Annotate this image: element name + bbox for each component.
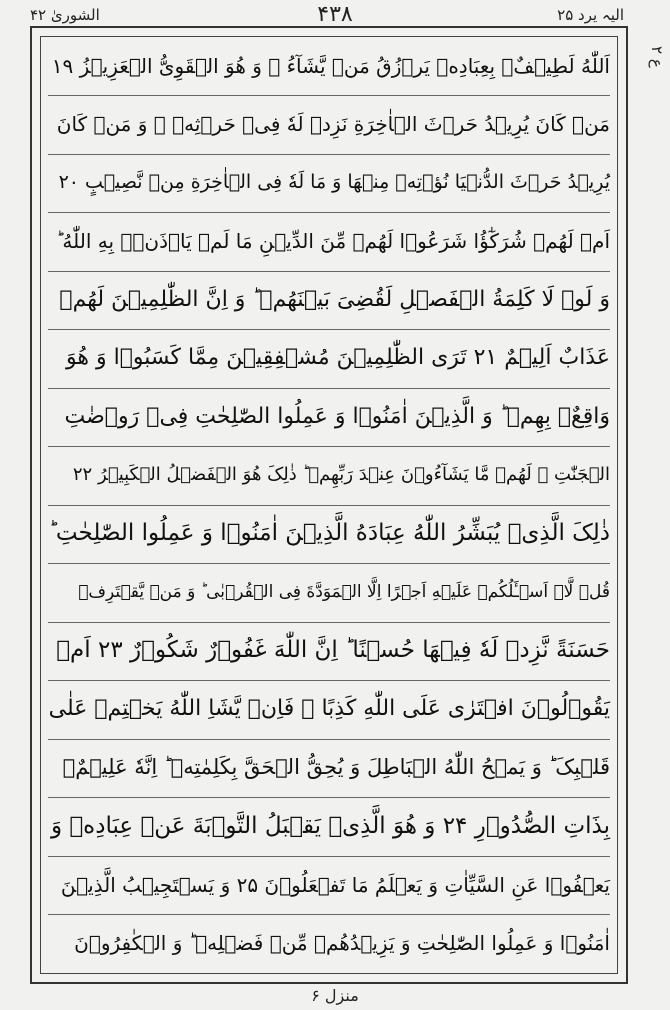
- text-line: [48, 36, 610, 96]
- text-line: [48, 387, 610, 447]
- verse-text: اٰمَنُوۡا وَ عَمِلُوا الصّٰلِحٰتِ وَ یَزِیۡدُهُمۡ مِّنۡ فَضۡلِهٖ ؕ وَ الۡکٰفِرُوۡنَ: [74, 931, 610, 955]
- verse-text: حَسَنَةً نَّزِدۡ لَهٗ فِیۡهَا حُسۡنًا ؕ اِنَّ اللّٰهَ غَفُوۡرٌ شَکُوۡرٌ ۲۳ اَمۡ: [56, 637, 610, 663]
- verse-text: مَنۡ کَانَ یُرِیۡدُ حَرۡثَ الۡاٰخِرَةِ نَزِدۡ لَهٗ فِیۡ حَرۡثِهٖ ۚ وَ مَنۡ کَانَ: [56, 112, 610, 136]
- text-line: [48, 153, 610, 213]
- text-line: [48, 212, 610, 272]
- text-line: [48, 446, 610, 506]
- text-line: [48, 680, 610, 740]
- verse-text: یَعۡفُوۡا عَنِ السَّیِّاٰتِ وَ یَعۡلَمُ مَا تَفۡعَلُوۡنَ ۲۵ وَ یَسۡتَجِیۡبُ الَّذِیۡنَ: [60, 872, 610, 897]
- ruku-marker: ع ۲: [648, 46, 666, 68]
- verse-text: وَ لَوۡ لَا کَلِمَةُ الۡفَصۡلِ لَقُضِیَ بَیۡنَهُمۡ ؕ وَ اِنَّ الظّٰلِمِیۡنَ لَهُمۡ: [59, 286, 610, 312]
- verse-text: وَاقِعٌۢ بِهِمۡ ؕ وَ الَّذِیۡنَ اٰمَنُوۡا وَ عَمِلُوا الصّٰلِحٰتِ فِیۡ رَوۡضٰتِ: [64, 403, 610, 429]
- verse-text: عَذَابٌ اَلِیۡمٌ ۲۱ تَرَی الظّٰلِمِیۡنَ مُشۡفِقِیۡنَ مِمَّا کَسَبُوۡا وَ هُوَ: [66, 345, 610, 370]
- text-line: [48, 270, 610, 330]
- surah-title: الشوریٰ ۴۲: [30, 6, 100, 24]
- text-line: [48, 563, 610, 623]
- verse-text: قُلۡ لَّاۤ اَسۡـَٔلُکُمۡ عَلَیۡهِ اَجۡرًا اِلَّا الۡمَوَدَّةَ فِی الۡقُرۡبٰی ؕ وَ مَنۡ یَّقۡتَرِفۡ: [78, 581, 610, 602]
- text-line: [48, 329, 610, 389]
- text-line: [48, 797, 610, 857]
- text-line: [48, 914, 610, 973]
- manzil-label: منزل ۶: [311, 986, 359, 1005]
- verse-text: قَلۡبِکَ ؕ وَ یَمۡحُ اللّٰهُ الۡبَاطِلَ وَ یُحِقُّ الۡحَقَّ بِکَلِمٰتِهٖ ؕ اِنَّهٗ عَلِیۡمٌۢ: [62, 755, 610, 779]
- verse-text: بِذَاتِ الصُّدُوۡرِ ۲۴ وَ هُوَ الَّذِیۡ یَقۡبَلُ التَّوۡبَةَ عَنۡ عِبَادِهٖ وَ: [50, 812, 610, 839]
- verse-text: یُرِیۡدُ حَرۡثَ الدُّنۡیَا نُؤۡتِهٖ مِنۡهَا وَ مَا لَهٗ فِی الۡاٰخِرَةِ مِنۡ نَّصِیۡبٍ ۲۰: [58, 171, 610, 193]
- verse-text: اَللّٰهُ لَطِیۡفٌۢ بِعِبَادِهٖ یَرۡزُقُ مَنۡ یَّشَآءُ ۚ وَ هُوَ الۡقَوِیُّ الۡعَزِیۡزُ ۱۹: [51, 53, 610, 78]
- verse-text: الۡجَنّٰتِ ۚ لَهُمۡ مَّا یَشَآءُوۡنَ عِنۡدَ رَبِّهِمۡ ؕ ذٰلِکَ هُوَ الۡفَضۡلُ الۡکَبِیۡرُ ۲۲: [72, 464, 610, 485]
- text-line: [48, 855, 610, 915]
- text-line: [48, 738, 610, 798]
- verse-text: اَمۡ لَهُمۡ شُرَکٰٓؤُا شَرَعُوۡا لَهُمۡ مِّنَ الدِّیۡنِ مَا لَمۡ یَاۡذَنۡۢ بِهِ اللّٰهُ ؕ: [56, 229, 610, 253]
- text-line: [48, 621, 610, 681]
- verse-text: ذٰلِکَ الَّذِیۡ یُبَشِّرُ اللّٰهُ عِبَادَهُ الَّذِیۡنَ اٰمَنُوۡا وَ عَمِلُوا الصّٰلِحٰتِ ؕ: [48, 520, 610, 546]
- page-number: ۴۳۸: [317, 2, 353, 27]
- text-line: [48, 504, 610, 564]
- verse-text: یَقُوۡلُوۡنَ افۡتَرٰی عَلَی اللّٰهِ کَذِبًا ۚ فَاِنۡ یَّشَاِ اللّٰهُ یَخۡتِمۡ عَلٰی: [48, 696, 610, 721]
- text-body: [40, 36, 618, 974]
- juz-title: الیہ یرد ۲۵: [557, 6, 624, 24]
- text-line: [48, 95, 610, 155]
